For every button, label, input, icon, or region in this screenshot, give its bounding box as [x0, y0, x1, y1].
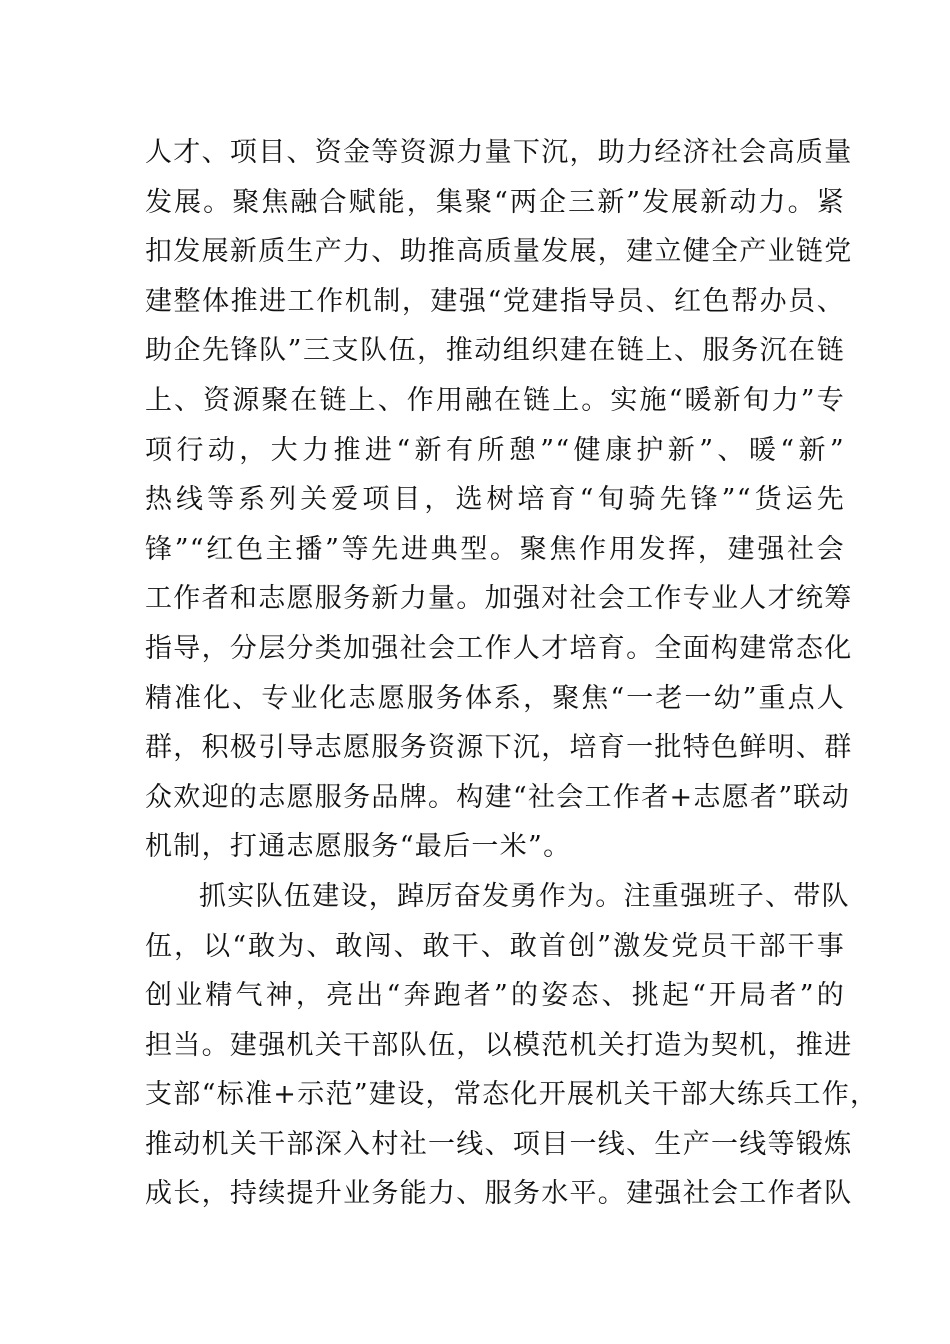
text-line: 成长，持续提升业务能力、服务水平。建强社会工作者队: [145, 1178, 853, 1210]
paragraph-first-line: 抓实队伍建设，踔厉奋发勇作为。注重强班子、带队: [199, 880, 850, 912]
text-line: 创业精气神，亮出“奔跑者”的姿态、挑起“开局者”的: [145, 980, 845, 1012]
text-line: 精准化、专业化志愿服务体系，聚焦“一老一幼”重点人: [145, 682, 845, 714]
text-line: 人才、项目、资金等资源力量下沉，助力经济社会高质量: [145, 137, 853, 168]
text-line: 助企先锋队”三支队伍，推动组织建在链上、服务沉在链: [145, 335, 845, 367]
text-line: 指导，分层分类加强社会工作人才培育。全面构建常态化: [145, 632, 853, 664]
text-line: 扣发展新质生产力、助推高质量发展，建立健全产业链党: [145, 236, 853, 268]
body-text: [145, 128, 879, 1219]
text-line: 推动机关干部深入村社一线、项目一线、生产一线等锻炼: [145, 1128, 853, 1160]
text-line: 热线等系列关爱项目，选树培育“旬骑先锋”“货运先: [145, 484, 845, 516]
text-line: 众欢迎的志愿服务品牌。构建“社会工作者+志愿者”联动: [145, 781, 851, 813]
text-line: 发展。聚焦融合赋能，集聚“两企三新”发展新动力。紧: [145, 186, 845, 218]
text-line: 项行动，大力推进“新有所憩”“健康护新”、暖“新”: [145, 434, 845, 466]
text-line: 支部“标准+示范”建设，常态化开展机关干部大练兵工作，: [145, 1079, 879, 1111]
text-line: 工作者和志愿服务新力量。加强对社会工作专业人才统筹: [145, 583, 853, 615]
text-line: 担当。建强机关干部队伍，以模范机关打造为契机，推进: [145, 1029, 853, 1061]
text-line: 伍，以“敢为、敢闯、敢干、敢首创”激发党员干部干事: [145, 930, 845, 962]
text-line: 建整体推进工作机制，建强“党建指导员、红色帮办员、: [145, 285, 845, 317]
text-line: 群，积极引导志愿服务资源下沉，培育一批特色鲜明、群: [145, 732, 853, 764]
text-line: 锋”“红色主播”等先进典型。聚焦作用发挥，建强社会: [145, 533, 845, 565]
text-line: 上、资源聚在链上、作用融在链上。实施“暖新旬力”专: [145, 384, 845, 416]
paragraph-last-line: 机制，打通志愿服务“最后一米”。: [145, 831, 572, 863]
